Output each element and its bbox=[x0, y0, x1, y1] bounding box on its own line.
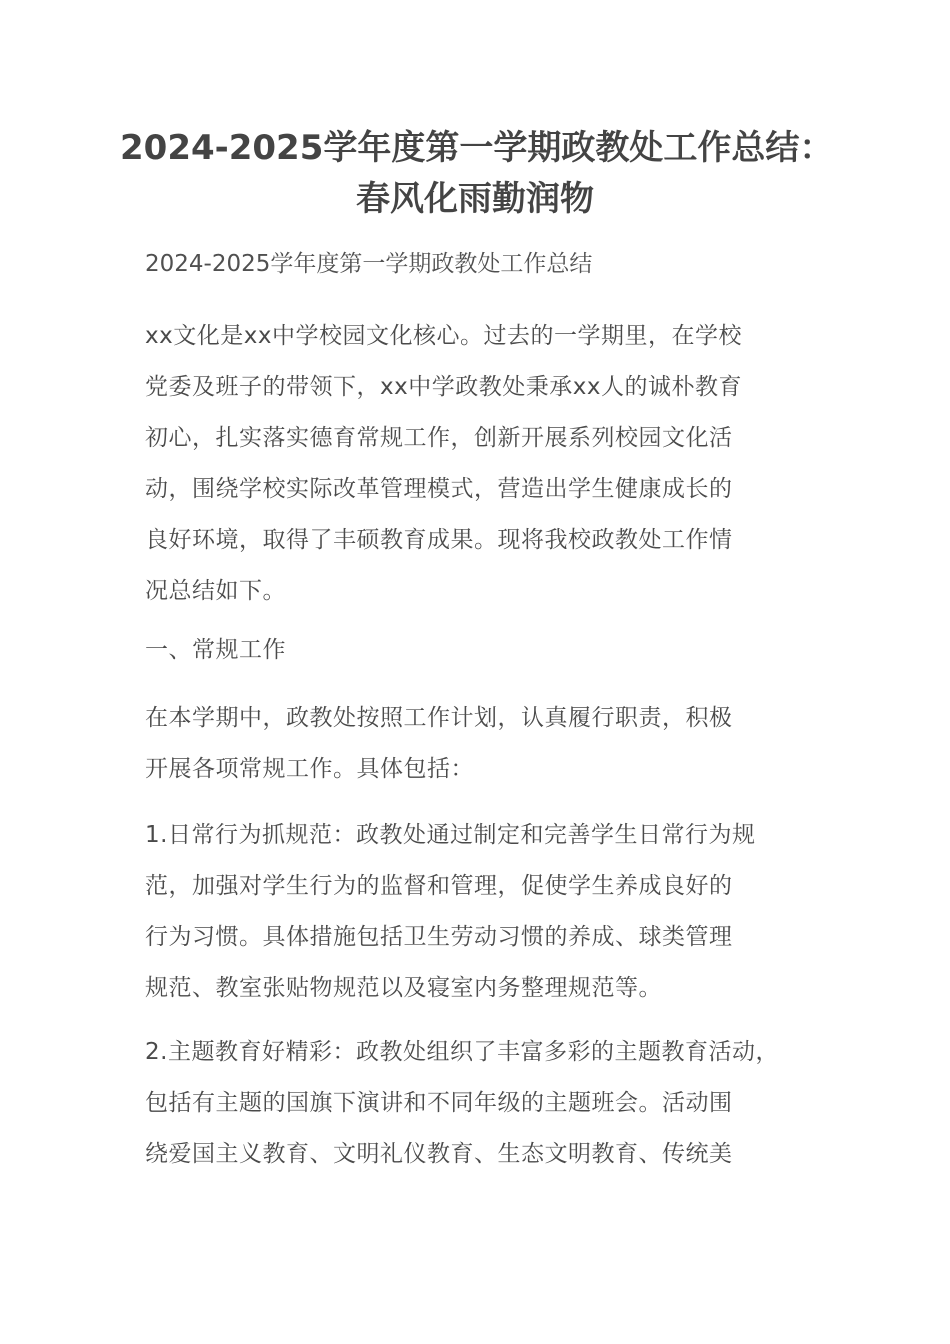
document-title-line-1: 2024-2025学年度第一学期政教处工作总结： bbox=[120, 128, 834, 168]
intro-line: 良好环境，取得了丰硕教育成果。现将我校政教处工作情 bbox=[145, 527, 733, 553]
item-1-line: 行为习惯。具体措施包括卫生劳动习惯的养成、球类管理 bbox=[145, 924, 733, 950]
intro-line: 党委及班子的带领下，xx中学政教处秉承xx人的诚朴教育 bbox=[145, 374, 742, 400]
intro-line: 动，围绕学校实际改革管理模式，营造出学生健康成长的 bbox=[145, 476, 733, 502]
item-2-line: 包括有主题的国旗下演讲和不同年级的主题班会。活动围 bbox=[145, 1090, 733, 1116]
intro-line: 况总结如下。 bbox=[145, 578, 286, 604]
item-1-paragraph bbox=[145, 810, 755, 1014]
section-1-intro-line: 开展各项常规工作。具体包括： bbox=[145, 756, 474, 782]
document-subtitle: 2024-2025学年度第一学期政教处工作总结 bbox=[145, 251, 593, 277]
item-2-line: 2.主题教育好精彩：政教处组织了丰富多彩的主题教育活动， bbox=[145, 1039, 779, 1065]
section-1-intro-line: 在本学期中，政教处按照工作计划，认真履行职责，积极 bbox=[145, 705, 733, 731]
section-heading bbox=[145, 625, 286, 676]
intro-paragraph bbox=[145, 311, 742, 617]
intro-line: xx文化是xx中学校园文化核心。过去的一学期里，在学校 bbox=[145, 323, 742, 349]
section-1-intro-paragraph bbox=[145, 693, 733, 795]
section-1-heading: 一、常规工作 bbox=[145, 637, 286, 663]
item-1-line: 范，加强对学生行为的监督和管理，促使学生养成良好的 bbox=[145, 873, 733, 899]
item-2-paragraph bbox=[145, 1027, 779, 1180]
item-1-line: 1.日常行为抓规范：政教处通过制定和完善学生日常行为规 bbox=[145, 822, 756, 848]
intro-line: 初心，扎实落实德育常规工作，创新开展系列校园文化活 bbox=[145, 425, 733, 451]
item-1-line: 规范、教室张贴物规范以及寝室内务整理规范等。 bbox=[145, 975, 662, 1001]
item-2-line: 绕爱国主义教育、文明礼仪教育、生态文明教育、传统美 bbox=[145, 1141, 733, 1167]
document-title-line-2: 春风化雨勤润物 bbox=[356, 179, 594, 219]
